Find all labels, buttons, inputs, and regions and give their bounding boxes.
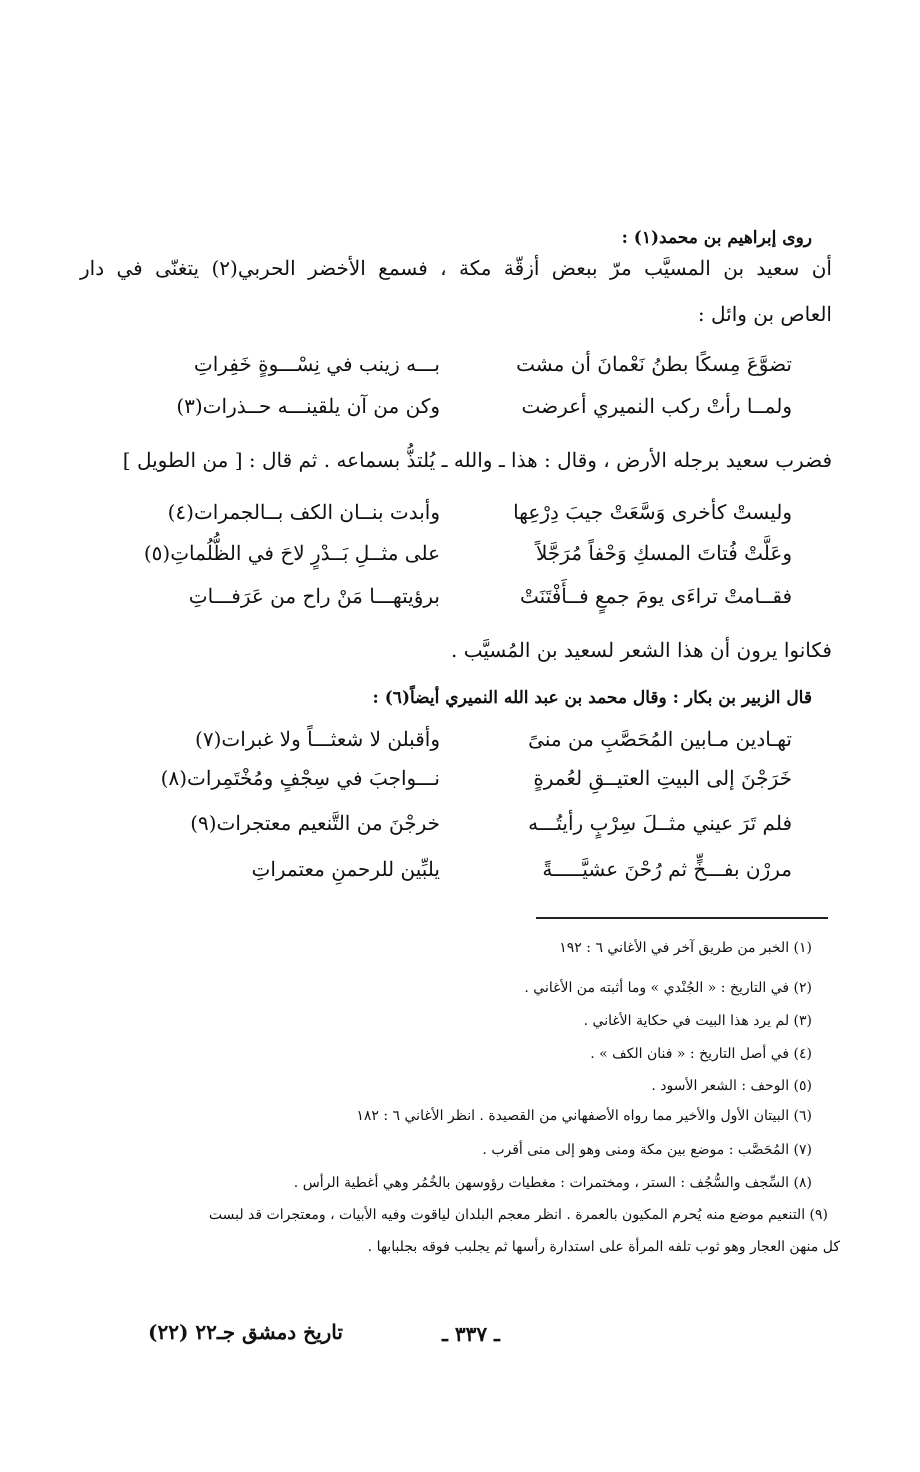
footnote-divider [536, 917, 828, 919]
prose-line-4: فكانوا يرون أن هذا الشعر لسعيد بن المُسيَّب . [451, 638, 832, 662]
verse-row [0, 857, 920, 891]
verse-first-hemistich: خَرَجْنَ إلى البيتِ العتيــقِ لعُمرةٍ [533, 766, 792, 790]
verse-second-hemistich: خرجْنَ من التَّنعيم معتجرات(٩) [190, 811, 440, 835]
footnote: (٧) المُحَصَّب : موضع بين مكة ومنى وهو إلى منى أقرب . [482, 1142, 812, 1158]
narration-intro: روى إبراهيم بن محمد(١) : [621, 228, 812, 248]
verse-first-hemistich: تضوَّعَ مِسكًا بطنُ نَعْمانَ أن مشت [516, 352, 792, 376]
footnote: (٨) السِّجف والسُّجُف : الستر ، ومختمرات : مغطيات رؤوسهن بالخُمُر وهي أغطية الرأس . [293, 1175, 812, 1191]
verse-row [0, 727, 920, 761]
verse-row [0, 766, 920, 800]
verse-first-hemistich: فلم تَرَ عيني مثــلَ سِرْبٍ رأيتُـــه [528, 811, 792, 835]
verse-second-hemistich: وأبدت بنــان الكف بــالجمرات(٤) [167, 500, 440, 524]
verse-first-hemistich: فقــامتْ تراءَى يومَ جمعٍ فــأَفْتَنَتْ [520, 584, 792, 608]
footnote: (٩) التنعيم موضع منه يُحرم المكيون بالعمرة . انظر معجم البلدان لياقوت وفيه الأبيات ، ومعتجرات قد لبست [208, 1207, 828, 1223]
prose-line-2: العاص بن وائل : [697, 302, 832, 326]
verse-row [0, 394, 920, 428]
narration-intro-2: قال الزبير بن بكار : وقال محمد بن عبد الله النميري أيضاً(٦) : [372, 688, 812, 708]
page-number: ـ ٣٣٧ ـ [442, 1322, 500, 1346]
footnote: (٦) البيتان الأول والأخير مما رواه الأصفهاني من القصيدة . انظر الأغاني ٦ : ١٨٢ [356, 1108, 812, 1124]
verse-second-hemistich: على مثــلِ بَــدْرٍ لاحَ في الظُّلُماتِ(٥) [143, 541, 440, 565]
verse-row [0, 500, 920, 534]
verse-row [0, 584, 920, 618]
footnote: (٥) الوحف : الشعر الأسود . [651, 1078, 812, 1094]
verse-second-hemistich: بـــه زينب في نِسْـــوةٍ خَفِراتِ [193, 352, 440, 376]
verse-first-hemistich: مررْن بفـــخٍّ ثم رُحْنَ عشيَّـــــةً [542, 857, 792, 881]
verse-first-hemistich: وعَلَّتْ فُتاتَ المسكِ وَحْفاً مُرَجَّلاً [536, 541, 792, 565]
footnote: (٣) لم يرد هذا البيت في حكاية الأغاني . [583, 1013, 812, 1029]
verse-second-hemistich: وأقبلن لا شعثـــاً ولا غبرات(٧) [195, 727, 440, 751]
prose-line-1: أن سعيد بن المسيَّب مرّ ببعض أزقّة مكة ، فسمع الأخضر الحربي(٢) يتغنّى في دار [80, 256, 832, 280]
verse-first-hemistich: ولمــا رأتْ ركب النميري أعرضت [521, 394, 792, 418]
verse-row [0, 352, 920, 386]
verse-row [0, 811, 920, 845]
verse-first-hemistich: تهـادين مـابين المُحَصَّبِ من منىً [528, 727, 792, 751]
footnote-continuation: كل منهن العجار وهو ثوب تلفه المرأة على استدارة رأسها ثم يجلبب فوقه بجلبابها . [367, 1239, 840, 1255]
verse-first-hemistich: وليستْ كأخرى وَسَّعَتْ جيبَ دِرْعِها [513, 500, 792, 524]
verse-second-hemistich: نـــواجبَ في سِجْفٍ ومُخْتَمِرات(٨) [160, 766, 440, 790]
footnote: (١) الخبر من طريق آخر في الأغاني ٦ : ١٩٢ [559, 940, 812, 956]
prose-line-3: فضرب سعيد برجله الأرض ، وقال : هذا ـ والله ـ يُلتذُّ بسماعه . ثم قال : [ من الطويل ] [122, 448, 832, 472]
verse-row [0, 541, 920, 575]
footnote: (٢) في التاريخ : « الجُنْدي » وما أثبته من الأغاني . [524, 980, 812, 996]
running-footer-title: تاريخ دمشق جـ٢٢ (٢٢) [148, 1320, 343, 1344]
verse-second-hemistich: وكن من آن يلقينـــه حــذرات(٣) [176, 394, 440, 418]
verse-second-hemistich: يلبِّين للرحمنِ معتمراتِ [251, 857, 440, 881]
verse-second-hemistich: برؤيتهـــا مَنْ راح من عَرَفـــاتِ [188, 584, 440, 608]
footnote: (٤) في أصل التاريخ : « فنان الكف » . [590, 1046, 812, 1062]
